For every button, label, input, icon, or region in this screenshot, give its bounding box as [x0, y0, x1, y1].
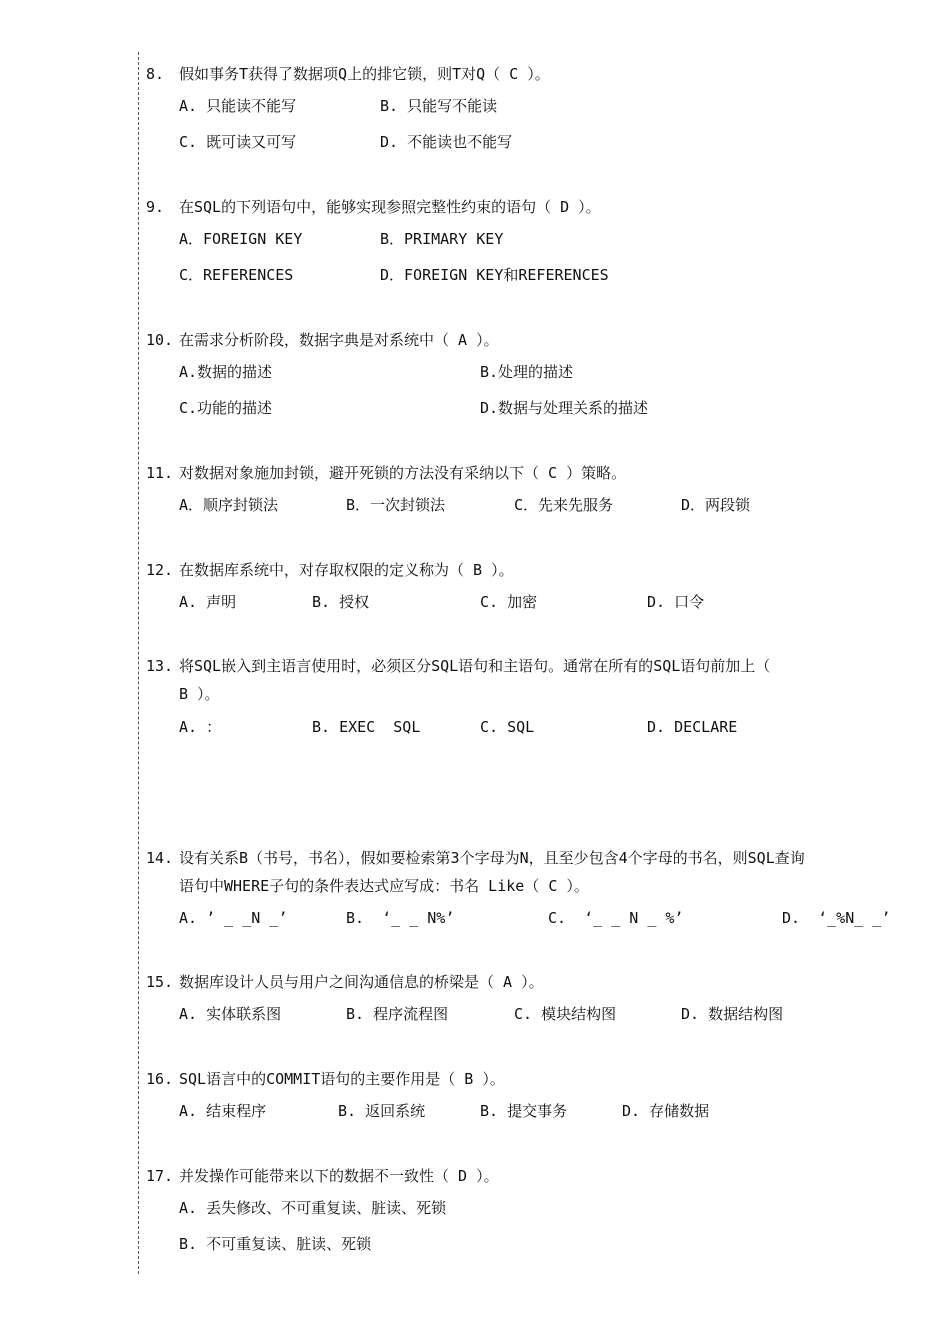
question-stem	[146, 326, 499, 354]
binding-margin-line	[138, 52, 139, 1274]
option-a: A. 实体联系图	[179, 1005, 282, 1023]
question-number: 15.	[146, 973, 174, 991]
option-b: B．一次封锁法	[346, 496, 446, 514]
option-c: C.功能的描述	[179, 399, 273, 417]
option-c: C. ‘_ _ N _ %’	[548, 909, 684, 927]
question-stem	[146, 844, 805, 872]
question-text: 对数据对象施加封锁，避开死锁的方法没有采纳以下（ C ）策略。	[179, 464, 627, 482]
question-text: 在SQL的下列语句中，能够实现参照完整性约束的语句（ D ）。	[179, 198, 601, 216]
option-d: D. 数据结构图	[681, 1005, 784, 1023]
option-a: A. 只能读不能写	[179, 97, 297, 115]
question-number: 11.	[146, 464, 174, 482]
question-stem	[146, 968, 544, 996]
option-d: D.数据与处理关系的描述	[480, 399, 649, 417]
question-stem	[146, 193, 601, 221]
question-stem	[146, 60, 550, 88]
question-text: 设有关系B（书号，书名），假如要检索第3个字母为N，且至少包含4个字母的书名，则SQL查询	[179, 849, 805, 867]
option-a: A. ：	[179, 718, 222, 736]
question-text: 数据库设计人员与用户之间沟通信息的桥梁是（ A ）。	[179, 973, 544, 991]
question-text: SQL语言中的COMMIT语句的主要作用是（ B ）。	[179, 1070, 505, 1088]
question-text: 在数据库系统中，对存取权限的定义称为（ B ）。	[179, 561, 514, 579]
question-text: 假如事务T获得了数据项Q上的排它锁，则T对Q（ C ）。	[179, 65, 550, 83]
option-b: B. 不可重复读、脏读、死锁	[179, 1235, 372, 1253]
question-number: 17.	[146, 1167, 174, 1185]
question-text: 在需求分析阶段，数据字典是对系统中（ A ）。	[179, 331, 499, 349]
option-b: B. EXEC SQL	[312, 718, 421, 736]
option-b: B．PRIMARY KEY	[380, 230, 504, 248]
option-c: C．先来先服务	[514, 496, 614, 514]
question-number: 9.	[146, 198, 165, 216]
question-text-continued: B ）。	[179, 685, 220, 703]
option-a: A．顺序封锁法	[179, 496, 279, 514]
option-d: D．两段锁	[681, 496, 751, 514]
option-d: D. 不能读也不能写	[380, 133, 513, 151]
option-d: D. ‘_%N_ _’	[782, 909, 891, 927]
question-number: 14.	[146, 849, 174, 867]
option-c: C. 加密	[480, 593, 538, 611]
option-c: B. 提交事务	[480, 1102, 568, 1120]
option-b: B. 授权	[312, 593, 370, 611]
option-a: A. 声明	[179, 593, 237, 611]
question-number: 16.	[146, 1070, 174, 1088]
option-a: A. ’ _ _N _’	[179, 909, 288, 927]
option-b: B. ‘_ _ N%’	[346, 909, 455, 927]
option-c: C．REFERENCES	[179, 266, 294, 284]
question-stem	[146, 556, 514, 584]
question-number: 8.	[146, 65, 165, 83]
option-b: B.处理的描述	[480, 363, 574, 381]
option-a: A.数据的描述	[179, 363, 273, 381]
question-text: 并发操作可能带来以下的数据不一致性（ D ）。	[179, 1167, 499, 1185]
question-number: 10.	[146, 331, 174, 349]
option-b: B. 返回系统	[338, 1102, 426, 1120]
question-stem	[146, 652, 770, 680]
option-d: D. DECLARE	[647, 718, 738, 736]
question-number: 12.	[146, 561, 174, 579]
option-a: A．FOREIGN KEY	[179, 230, 303, 248]
question-stem	[146, 1065, 505, 1093]
question-text: 将SQL嵌入到主语言使用时，必须区分SQL语句和主语句。通常在所有的SQL语句前加上（	[179, 657, 771, 675]
question-stem	[146, 459, 626, 487]
question-stem	[146, 1162, 499, 1190]
option-d: D．FOREIGN KEY和REFERENCES	[380, 266, 609, 284]
option-d: D. 存储数据	[622, 1102, 710, 1120]
option-a: A. 结束程序	[179, 1102, 267, 1120]
option-d: D. 口令	[647, 593, 705, 611]
option-c: C. 既可读又可写	[179, 133, 297, 151]
question-number: 13.	[146, 657, 174, 675]
option-b: B. 只能写不能读	[380, 97, 498, 115]
option-b: B. 程序流程图	[346, 1005, 449, 1023]
option-c: C. 模块结构图	[514, 1005, 617, 1023]
option-c: C. SQL	[480, 718, 535, 736]
question-text-continued: 语句中WHERE子句的条件表达式应写成：书名 Like（ C ）。	[179, 877, 589, 895]
option-a: A. 丢失修改、不可重复读、脏读、死锁	[179, 1199, 447, 1217]
